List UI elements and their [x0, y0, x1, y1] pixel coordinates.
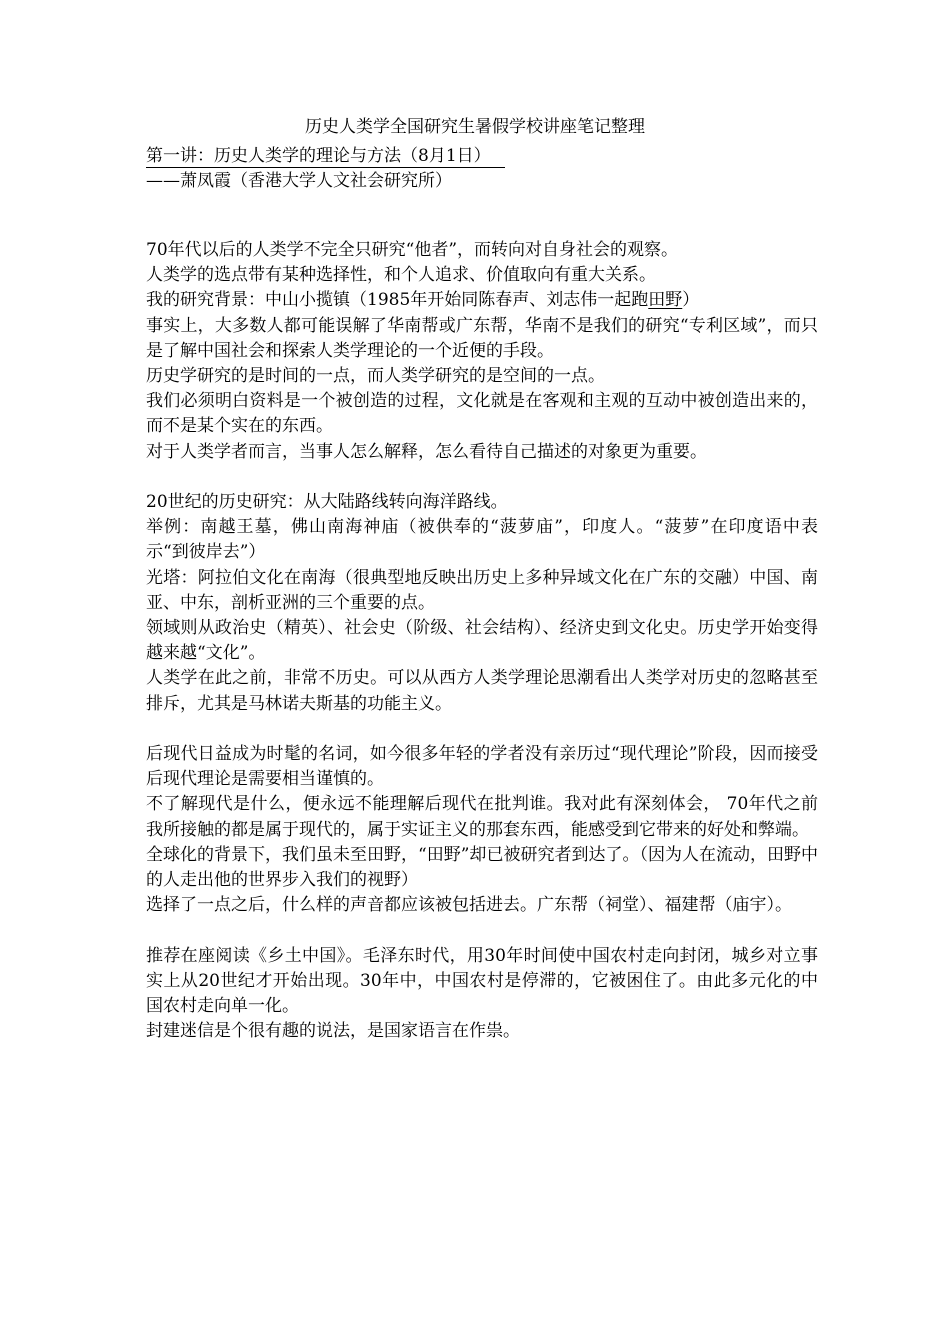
paragraph: 历史学研究的是时间的一点，而人类学研究的是空间的一点。: [146, 366, 605, 387]
paragraph: [146, 288, 818, 313]
paragraph-gap: [146, 717, 818, 742]
paragraph: 人类学在此之前，非常不历史。可以从西方人类学理论思潮看出人类学对历史的忽略甚至排斥，尤其是马林诺夫斯基的功能主义。: [146, 668, 818, 714]
paragraph: 事实上，大多数人都可能误解了华南帮或广东帮，华南不是我们的研究“专利区域”，而只是了解中国社会和探索人类学理论的一个近便的手段。: [146, 315, 818, 361]
paragraph: 人类学的选点带有某种选择性，和个人追求、价值取向有重大关系。: [146, 265, 656, 286]
paragraph: 对于人类学者而言，当事人怎么解释，怎么看待自己描述的对象更为重要。: [146, 441, 707, 462]
document-title: 历史人类学全国研究生暑假学校讲座笔记整理: [305, 117, 645, 137]
paragraph: 我们必须明白资料是一个被创造的过程，文化就是在客观和主观的互动中被创造出来的，而不是某个实在的东西。: [146, 391, 818, 437]
paragraph: 不了解现代是什么，便永远不能理解后现代在批判谁。我对此有深刻体会， 70年代之前我所接触的都是属于现代的，属于实证主义的那套东西，能感受到它带来的好处和弊端。: [146, 794, 818, 840]
document-body: [146, 238, 818, 1044]
paragraph: 70年代以后的人类学不完全只研究“他者”，而转向对自身社会的观察。: [146, 240, 679, 260]
paragraph: 20世纪的历史研究：从大陆路线转向海洋路线。: [146, 492, 508, 513]
paragraph: 光塔：阿拉伯文化在南海（很典型地反映出历史上多种异域文化在广东的交融）中国、南亚、中东，剖析亚洲的三个重要的点。: [146, 567, 818, 613]
underlined-term: 田野: [648, 290, 683, 311]
speaker-line: ——萧凤霞（香港大学人文社会研究所）: [146, 171, 452, 191]
paragraph-text: ）: [682, 290, 700, 311]
paragraph-gap: [146, 918, 818, 943]
paragraph: 全球化的背景下，我们虽未至田野，“田野”却已被研究者到达了。（因为人在流动，田野中的人走出他的世界步入我们的视野）: [146, 844, 818, 891]
paragraph: 推荐在座阅读《乡土中国》。毛泽东时代，用30年时间使中国农村走向封闭，城乡对立事实上从20世纪才开始出现。30年中，中国农村是停滞的，它被困住了。由此多元化的中国农村走向单一化。: [146, 945, 818, 1017]
paragraph: 后现代日益成为时髦的名词，如今很多年轻的学者没有亲历过“现代理论”阶段，因而接受后现代理论是需要相当谨慎的。: [146, 744, 818, 790]
paragraph: 举例：南越王墓，佛山南海神庙（被供奉的“菠萝庙”，印度人。“菠萝”在印度语中表示“到彼岸去”）: [146, 517, 818, 563]
paragraph: 选择了一点之后，什么样的声音都应该被包括进去。广东帮（祠堂）、福建帮（庙宇）。: [146, 895, 792, 916]
paragraph-gap: [146, 465, 818, 490]
lecture-heading: 第一讲：历史人类学的理论与方法（8月1日）: [146, 145, 505, 168]
paragraph-text: 我的研究背景：中山小揽镇（1985年开始同陈春声、刘志伟一起跑: [146, 290, 649, 311]
paragraph: 封建迷信是个很有趣的说法，是国家语言在作祟。: [146, 1021, 520, 1042]
paragraph: 领域则从政治史（精英）、社会史（阶级、社会结构）、经济史到文化史。历史学开始变得越来越“文化”。: [146, 618, 818, 664]
